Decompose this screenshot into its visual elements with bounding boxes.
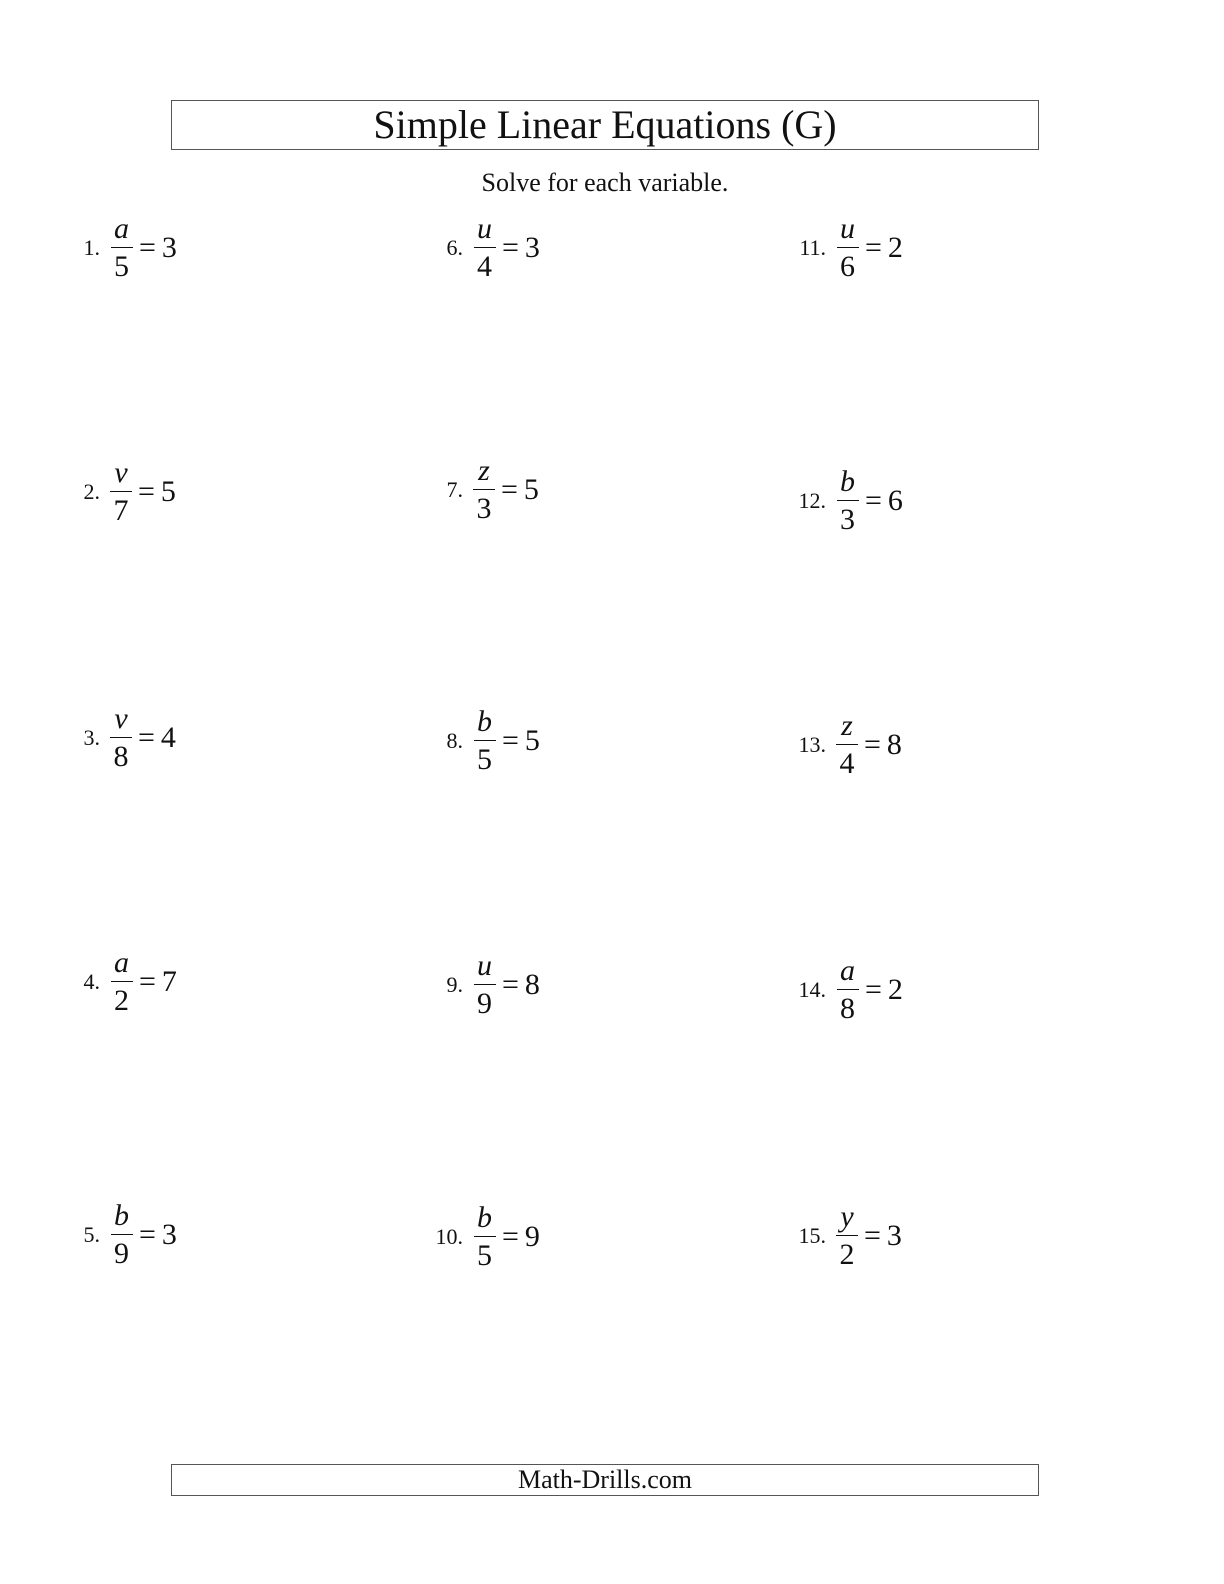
problem-number: 8. bbox=[446, 728, 463, 753]
fraction bbox=[110, 458, 132, 526]
fraction bbox=[110, 1201, 133, 1269]
problem-1 bbox=[66, 208, 177, 288]
equals-sign: = bbox=[502, 724, 519, 757]
problem-number: 14. bbox=[798, 977, 826, 1002]
problem-4 bbox=[66, 942, 177, 1022]
fraction bbox=[473, 456, 495, 524]
page-title: Simple Linear Equations (G) bbox=[373, 102, 837, 147]
rhs-value: 5 bbox=[524, 724, 540, 757]
fraction-bar bbox=[837, 247, 859, 248]
denominator: 3 bbox=[476, 492, 492, 525]
problem-number: 10. bbox=[435, 1224, 463, 1249]
rhs-value: 8 bbox=[886, 728, 902, 761]
variable: b bbox=[477, 705, 492, 738]
rhs-value: 8 bbox=[524, 968, 540, 1001]
footer-box bbox=[171, 1464, 1039, 1496]
equation-rhs bbox=[138, 475, 176, 509]
fraction bbox=[836, 214, 859, 282]
equals-sign: = bbox=[502, 968, 519, 1001]
fraction bbox=[473, 214, 496, 282]
denominator: 9 bbox=[477, 987, 492, 1020]
equals-sign: = bbox=[138, 475, 155, 508]
equals-sign: = bbox=[502, 231, 519, 264]
problem-2 bbox=[66, 452, 176, 532]
problem-number: 4. bbox=[83, 969, 100, 994]
variable: z bbox=[478, 454, 490, 487]
equals-sign: = bbox=[864, 728, 881, 761]
footer-text: Math-Drills.com bbox=[517, 1465, 693, 1494]
variable: a bbox=[840, 954, 855, 987]
problem-number: 7. bbox=[446, 477, 463, 502]
equals-sign: = bbox=[865, 231, 882, 264]
problem-8 bbox=[429, 701, 540, 781]
denominator: 3 bbox=[840, 503, 855, 536]
equals-sign: = bbox=[501, 473, 518, 506]
equation-rhs bbox=[139, 1218, 177, 1252]
fraction bbox=[836, 956, 859, 1024]
fraction-bar bbox=[836, 1235, 858, 1236]
rhs-value: 3 bbox=[524, 231, 540, 264]
fraction-bar bbox=[837, 989, 859, 990]
denominator: 2 bbox=[114, 984, 129, 1017]
equation-rhs bbox=[865, 231, 903, 265]
fraction-bar bbox=[474, 247, 496, 248]
problem-12 bbox=[792, 461, 903, 541]
problem-number: 12. bbox=[798, 488, 826, 513]
problem-number: 11. bbox=[799, 235, 826, 260]
fraction-bar bbox=[836, 744, 858, 745]
fraction-bar bbox=[474, 984, 496, 985]
equals-sign: = bbox=[864, 1219, 881, 1252]
variable: z bbox=[841, 709, 853, 742]
problem-number: 9. bbox=[446, 972, 463, 997]
fraction bbox=[110, 704, 132, 772]
equation-rhs bbox=[501, 473, 539, 507]
denominator: 4 bbox=[839, 747, 855, 780]
equation-rhs bbox=[502, 1220, 540, 1254]
fraction-bar bbox=[837, 500, 859, 501]
denominator: 8 bbox=[840, 992, 855, 1025]
problem-13 bbox=[792, 705, 902, 785]
rhs-value: 2 bbox=[887, 973, 903, 1006]
rhs-value: 3 bbox=[161, 231, 177, 264]
variable: u bbox=[840, 212, 855, 245]
rhs-value: 6 bbox=[887, 484, 903, 517]
problem-3 bbox=[66, 698, 176, 778]
fraction bbox=[836, 711, 858, 779]
denominator: 7 bbox=[113, 494, 129, 527]
variable: b bbox=[840, 465, 855, 498]
denominator: 5 bbox=[114, 250, 129, 283]
rhs-value: 9 bbox=[524, 1220, 540, 1253]
problem-number: 3. bbox=[83, 725, 100, 750]
problem-number: 2. bbox=[83, 479, 100, 504]
denominator: 5 bbox=[477, 743, 492, 776]
equals-sign: = bbox=[139, 965, 156, 998]
equals-sign: = bbox=[139, 231, 156, 264]
problem-number: 5. bbox=[83, 1222, 100, 1247]
variable: a bbox=[114, 946, 129, 979]
rhs-value: 2 bbox=[887, 231, 903, 264]
fraction-bar bbox=[473, 489, 495, 490]
denominator: 2 bbox=[839, 1238, 855, 1271]
problem-5 bbox=[66, 1195, 177, 1275]
equals-sign: = bbox=[138, 721, 155, 754]
fraction-bar bbox=[111, 1234, 133, 1235]
variable: b bbox=[477, 1201, 492, 1234]
fraction-bar bbox=[474, 1236, 496, 1237]
equation-rhs bbox=[502, 724, 540, 758]
rhs-value: 5 bbox=[523, 473, 539, 506]
equation-rhs bbox=[502, 968, 540, 1002]
rhs-value: 3 bbox=[886, 1219, 902, 1252]
problem-number: 15. bbox=[798, 1223, 826, 1248]
equation-rhs bbox=[502, 231, 540, 265]
problem-11 bbox=[792, 208, 903, 288]
fraction-bar bbox=[110, 737, 132, 738]
rhs-value: 5 bbox=[160, 475, 176, 508]
variable: u bbox=[477, 949, 492, 982]
equals-sign: = bbox=[139, 1218, 156, 1251]
instructions: Solve for each variable. bbox=[481, 168, 729, 197]
problem-6 bbox=[429, 208, 540, 288]
variable: v bbox=[114, 702, 128, 735]
equals-sign: = bbox=[502, 1220, 519, 1253]
fraction-bar bbox=[111, 247, 133, 248]
denominator: 6 bbox=[840, 250, 855, 283]
fraction bbox=[836, 1202, 858, 1270]
variable: b bbox=[114, 1199, 129, 1232]
fraction bbox=[473, 707, 496, 775]
variable: a bbox=[114, 212, 129, 245]
fraction-bar bbox=[474, 740, 496, 741]
denominator: 8 bbox=[113, 740, 129, 773]
fraction bbox=[473, 951, 496, 1019]
denominator: 4 bbox=[477, 250, 492, 283]
problem-15 bbox=[792, 1196, 902, 1276]
equals-sign: = bbox=[865, 973, 882, 1006]
equation-rhs bbox=[864, 728, 902, 762]
equation-rhs bbox=[139, 965, 177, 999]
problem-number: 1. bbox=[83, 235, 100, 260]
equation-rhs bbox=[865, 973, 903, 1007]
title-box bbox=[171, 100, 1039, 150]
fraction bbox=[110, 948, 133, 1016]
rhs-value: 4 bbox=[160, 721, 176, 754]
problem-number: 6. bbox=[446, 235, 463, 260]
equation-rhs bbox=[138, 721, 176, 755]
denominator: 9 bbox=[114, 1237, 129, 1270]
equals-sign: = bbox=[865, 484, 882, 517]
fraction bbox=[110, 214, 133, 282]
equation-rhs bbox=[139, 231, 177, 265]
variable: y bbox=[840, 1200, 854, 1233]
fraction-bar bbox=[110, 491, 132, 492]
fraction-bar bbox=[111, 981, 133, 982]
problem-14 bbox=[792, 950, 903, 1030]
problem-9 bbox=[429, 945, 540, 1025]
fraction bbox=[473, 1203, 496, 1271]
problem-10 bbox=[429, 1197, 540, 1277]
equation-rhs bbox=[864, 1219, 902, 1253]
equation-rhs bbox=[865, 484, 903, 518]
rhs-value: 3 bbox=[161, 1218, 177, 1251]
fraction bbox=[836, 467, 859, 535]
variable: v bbox=[114, 456, 128, 489]
problem-7 bbox=[429, 450, 539, 530]
denominator: 5 bbox=[477, 1239, 492, 1272]
variable: u bbox=[477, 212, 492, 245]
problem-number: 13. bbox=[798, 732, 826, 757]
rhs-value: 7 bbox=[161, 965, 177, 998]
